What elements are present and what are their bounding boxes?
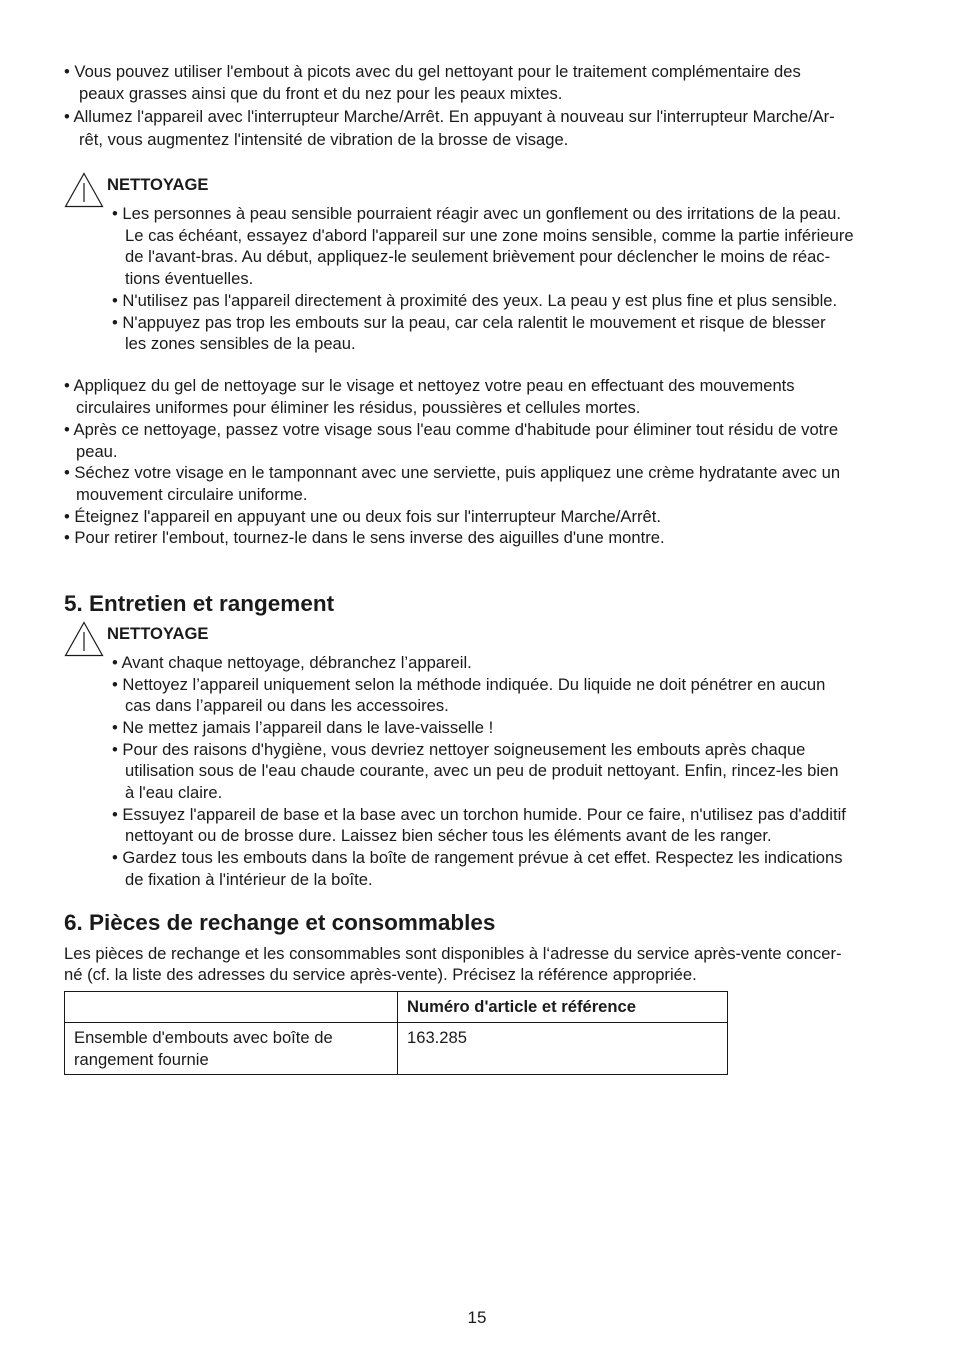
spare-parts-table: [64, 991, 728, 1075]
list-item: • Gardez tous les embouts dans la boîte de rangement prévue à cet effet. Respectez les indications: [112, 848, 843, 867]
list-item: • Vous pouvez utiliser l'embout à picots avec du gel nettoyant pour le traitement complémentaire des: [64, 62, 801, 81]
table-header-cell: [65, 992, 398, 1023]
paragraph-line: Les pièces de rechange et les consommables sont disponibles à l‘adresse du service après-vente concer-: [64, 944, 842, 963]
table-header-cell: Numéro d'article et référence: [398, 992, 728, 1023]
list-item-continuation: Le cas échéant, essayez d'abord l'appareil sur une zone moins sensible, comme la partie inférieure: [125, 226, 854, 245]
list-item: • Séchez votre visage en le tamponnant avec une serviette, puis appliquez une crème hydratante avec un: [64, 463, 841, 482]
list-item: • Pour retirer l'embout, tournez-le dans le sens inverse des aiguilles d'une montre.: [64, 528, 665, 547]
list-item: • Pour des raisons d'hygiène, vous devriez nettoyer soigneusement les embouts après chaque: [112, 740, 806, 759]
list-item: • Appliquez du gel de nettoyage sur le visage et nettoyez votre peau en effectuant des mouvements: [64, 376, 795, 395]
list-item-continuation: tions éventuelles.: [125, 269, 254, 288]
table-cell-reference: 163.285: [398, 1023, 728, 1075]
table-row: [65, 1023, 728, 1075]
table-cell-description: [65, 1023, 398, 1075]
list-item: • Ne mettez jamais l’appareil dans le lave-vaisselle !: [112, 718, 494, 737]
list-item-continuation: les zones sensibles de la peau.: [125, 334, 356, 353]
warning-title: NETTOYAGE: [107, 175, 209, 194]
list-item: • Les personnes à peau sensible pourraient réagir avec un gonflement ou des irritations de la peau.: [112, 204, 842, 223]
list-item: • Après ce nettoyage, passez votre visage sous l'eau comme d'habitude pour éliminer tout résidu de votre: [64, 420, 839, 439]
list-item: • Nettoyez l’appareil uniquement selon la méthode indiquée. Du liquide ne doit pénétrer en aucun: [112, 675, 826, 694]
list-item-continuation: cas dans l’appareil ou dans les accessoires.: [125, 696, 449, 715]
list-item-continuation: de l'avant-bras. Au début, appliquez-le seulement brièvement pour déclencher le moins de réac-: [125, 247, 831, 266]
list-item-continuation: de fixation à l'intérieur de la boîte.: [125, 870, 373, 889]
list-item: • N'utilisez pas l'appareil directement à proximité des yeux. La peau y est plus fine et plus sensible.: [112, 291, 838, 310]
list-item-continuation: peau.: [76, 442, 118, 461]
warning-triangle-icon: [64, 621, 104, 657]
list-item: • N'appuyez pas trop les embouts sur la peau, car cela ralentit le mouvement et risque de blesser: [112, 313, 826, 332]
section-heading-spare-parts: 6. Pièces de rechange et consommables: [64, 910, 496, 935]
list-item-continuation: utilisation sous de l'eau chaude courante, avec un peu de produit nettoyant. Enfin, rincez-les bien: [125, 761, 839, 780]
list-item-continuation: rêt, vous augmentez l'intensité de vibration de la brosse de visage.: [79, 130, 569, 149]
table-cell-line: Ensemble d'embouts avec boîte de: [74, 1028, 333, 1047]
table-header-row: [65, 992, 728, 1023]
section-heading-maintenance: 5. Entretien et rangement: [64, 591, 335, 616]
list-item-continuation: circulaires uniformes pour éliminer les résidus, poussières et cellules mortes.: [76, 398, 641, 417]
list-item: • Essuyez l'appareil de base et la base avec un torchon humide. Pour ce faire, n'utilisez pas d'additif: [112, 805, 846, 824]
table-cell-line: rangement fournie: [74, 1049, 209, 1069]
warning-title: NETTOYAGE: [107, 624, 209, 643]
paragraph-line: né (cf. la liste des adresses du service après-vente). Précisez la référence appropriée.: [64, 965, 697, 984]
list-item: • Allumez l'appareil avec l'interrupteur Marche/Arrêt. En appuyant à nouveau sur l'interrupteur Marche/Ar-: [64, 107, 835, 126]
list-item-continuation: nettoyant ou de brosse dure. Laissez bien sécher tous les éléments avant de les ranger.: [125, 826, 772, 845]
list-item-continuation: à l'eau claire.: [125, 783, 223, 802]
list-item: • Éteignez l'appareil en appuyant une ou deux fois sur l'interrupteur Marche/Arrêt.: [64, 507, 661, 526]
list-item-continuation: mouvement circulaire uniforme.: [76, 485, 308, 504]
warning-triangle-icon: [64, 172, 104, 208]
list-item: • Avant chaque nettoyage, débranchez l’appareil.: [112, 653, 472, 672]
list-item-continuation: peaux grasses ainsi que du front et du nez pour les peaux mixtes.: [79, 84, 563, 103]
page-number: 15: [467, 1308, 487, 1327]
